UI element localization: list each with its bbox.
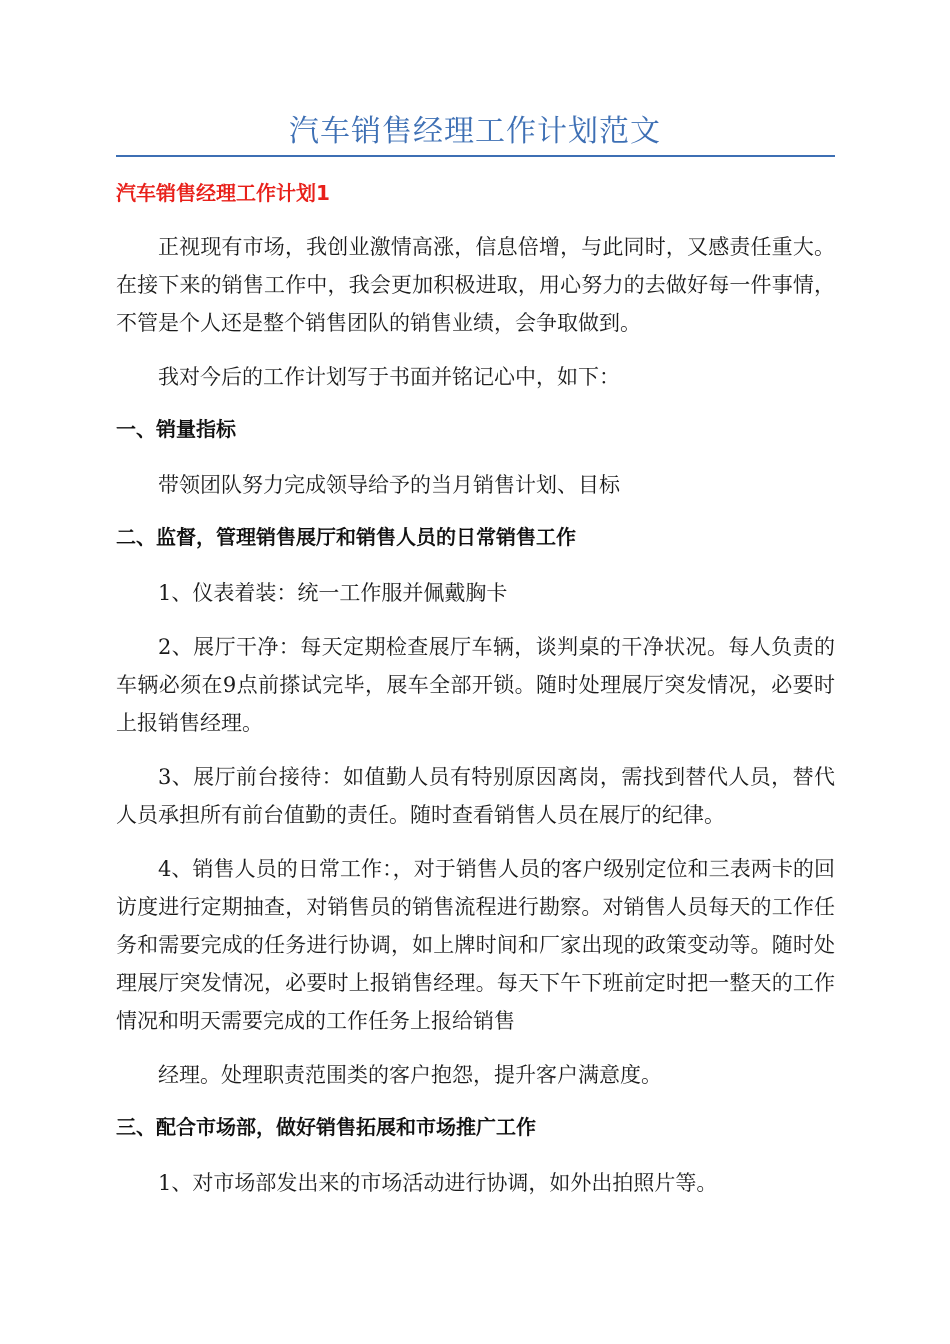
paragraph-reception: 3、展厅前台接待：如值勤人员有特别原因离岗，需找到替代人员，替代人员承担所有前台值勤的责任。随时查看销售人员在展厅的纪律。 — [116, 765, 835, 827]
heading-sales-target: 一、销量指标 — [116, 417, 236, 441]
paragraph-complaints: 经理。处理职责范围类的客户抱怨，提升客户满意度。 — [158, 1063, 662, 1087]
paragraph-marketing-activities: 1、对市场部发出来的市场活动进行协调，如外出拍照片等。 — [158, 1171, 718, 1195]
paragraph-dress-code: 1、仪表着装：统一工作服并佩戴胸卡 — [158, 581, 508, 605]
section-title: 汽车销售经理工作计划1 — [116, 181, 330, 205]
paragraph-showroom-clean: 2、展厅干净：每天定期检查展厅车辆，谈判桌的干净状况。每人负责的车辆必须在9点前搽试完毕，展车全部开锁。随时处理展厅突发情况，必要时上报销售经理。 — [116, 635, 835, 735]
heading-marketing: 三、配合市场部，做好销售拓展和市场推广工作 — [116, 1115, 536, 1139]
heading-supervision: 二、监督，管理销售展厅和销售人员的日常销售工作 — [116, 525, 576, 549]
document-body — [116, 176, 835, 1218]
paragraph-sales-target: 带领团队努力完成领导给予的当月销售计划、目标 — [158, 473, 620, 497]
document-title: 汽车销售经理工作计划范文 — [289, 114, 661, 149]
paragraph-daily-work: 4、销售人员的日常工作：，对于销售人员的客户级别定位和三表两卡的回访度进行定期抽查，对销售员的销售流程进行勘察。对销售人员每天的工作任务和需要完成的任务进行协调，如上牌时间和厂家出现的政策变动等。随时处理展厅突发情况，必要时上报销售经理。每天下午下班前定时把一整天的工作情况和明天需要完成的工作任务上报给销售 — [116, 857, 835, 1033]
title-underline — [116, 155, 835, 157]
paragraph-intro: 正视现有市场，我创业激情高涨，信息倍增，与此同时，又感责任重大。在接下来的销售工作中，我会更加积极进取，用心努力的去做好每一件事情，不管是个人还是整个销售团队的销售业绩，会争取做到。 — [116, 235, 835, 335]
paragraph-plan-note: 我对今后的工作计划写于书面并铭记心中，如下： — [158, 365, 620, 389]
